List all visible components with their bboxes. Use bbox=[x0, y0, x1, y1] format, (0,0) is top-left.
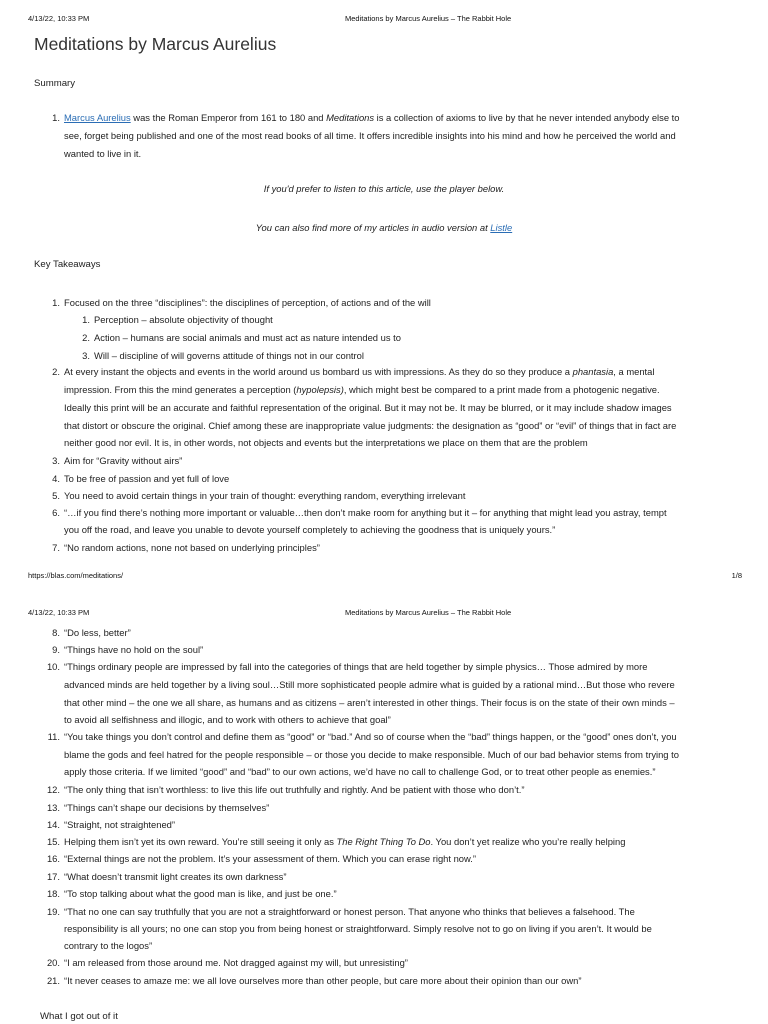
summary-item-number: 1. bbox=[52, 112, 60, 123]
list-item-number: 11. bbox=[47, 731, 60, 742]
list-item-number: 5. bbox=[52, 490, 60, 501]
item-text-italic: hypolepsis) bbox=[296, 384, 344, 395]
summary-text: was the Roman Emperor from 161 to 180 and bbox=[130, 112, 327, 123]
list-item bbox=[64, 836, 625, 847]
list-item: To be free of passion and yet full of love bbox=[64, 472, 230, 484]
list-item: “Things ordinary people are impressed by fall into the categories of things that are held together by simple physics… Those admired by more bbox=[64, 661, 648, 672]
summary-item-line bbox=[64, 112, 679, 123]
list-item: that other mind – the one we all share, as humans and as citizens – aren’t interested in other things. Their focus is on the state of their own minds – bbox=[64, 697, 675, 708]
list-item-number: 20. bbox=[46, 957, 60, 968]
list-item-number: 19. bbox=[46, 906, 60, 917]
item-text: . You don’t yet realize who you’re really helping bbox=[430, 836, 626, 847]
got-out-heading: What I got out of it bbox=[40, 1011, 118, 1022]
list-item: “Straight, not straightened” bbox=[64, 819, 175, 830]
list-item: You need to avoid certain things in your train of thought: everything random, everything irrelevant bbox=[64, 490, 466, 501]
item-text-italic: The Right Thing To Do bbox=[336, 836, 431, 847]
list-item-number: 2. bbox=[82, 332, 90, 343]
list-item: Will – discipline of will governs attitude of things not in our control bbox=[94, 350, 364, 361]
page-header-title: Meditations by Marcus Aurelius – The Rabbit Hole bbox=[345, 14, 512, 23]
list-item: Aim for “Gravity without airs” bbox=[64, 455, 183, 466]
list-item-number: 7. bbox=[52, 542, 60, 553]
list-item: “Do less, better” bbox=[64, 627, 131, 638]
audio-note bbox=[0, 222, 768, 233]
page-header-date: 4/13/22, 10:33 PM bbox=[28, 14, 90, 23]
item-text: impression. From this the mind generates a perception ( bbox=[64, 384, 297, 395]
page-footer-number: 1/8 bbox=[731, 571, 742, 580]
list-item-number: 3. bbox=[82, 350, 90, 361]
list-item: responsibility is all yours; no one can stop you from being honest or straightforward. Simply resolve not to go on living if you aren’t. It would be bbox=[64, 923, 652, 934]
list-item: to avoid all selfishness and illogic, and to work with others to achieve that goal” bbox=[64, 714, 391, 725]
list-item-number: 3. bbox=[52, 455, 60, 466]
list-item: Ideally this print will be an accurate and faithful representation of the original. But it may not be. It may be blurred, or it may include shadow images bbox=[64, 402, 672, 413]
list-item-number: 6. bbox=[52, 507, 60, 518]
list-item: “I am released from those around me. Not dragged against my will, but unresisting” bbox=[64, 957, 408, 968]
item-text: At every instant the objects and events in the world around us bombard us with impressions. As they do so they produce a bbox=[64, 366, 573, 377]
item-text-italic: phantasia bbox=[572, 366, 614, 377]
list-item: “External things are not the problem. It’s your assessment of them. Which you can erase right now.” bbox=[64, 853, 476, 864]
list-item bbox=[64, 366, 654, 377]
list-item-number: 13. bbox=[46, 801, 60, 813]
item-text: , a mental bbox=[613, 366, 655, 377]
list-item: Perception – absolute objectivity of thought bbox=[94, 314, 273, 325]
list-item: “Things can’t shape our decisions by themselves” bbox=[64, 801, 270, 813]
list-item: “You take things you don’t control and define them as “good” or “bad.” And so of course when the “bad” things happen, or the “good” ones don’t, you bbox=[64, 731, 677, 742]
list-item-number: 18. bbox=[46, 888, 60, 899]
list-item: “It never ceases to amaze me: we all love ourselves more than other people, but care more about their opinion than our own” bbox=[64, 975, 582, 986]
list-item bbox=[64, 384, 660, 395]
list-item: neither good nor evil. It is, in other words, not objects and events but the interpretations we place on them that are the problem bbox=[64, 437, 588, 448]
listle-link[interactable]: Listle bbox=[490, 222, 513, 233]
takeaways-heading: Key Takeaways bbox=[34, 259, 101, 270]
page-title: Meditations by Marcus Aurelius bbox=[34, 34, 277, 54]
list-item-number: 9. bbox=[52, 644, 60, 655]
list-item: “To stop talking about what the good man is like, and just be one.” bbox=[64, 888, 337, 899]
item-text: , which might best be compared to a print made from a photogenic negative. bbox=[343, 384, 660, 395]
list-item-number: 14. bbox=[46, 819, 60, 830]
list-item-number: 8. bbox=[52, 627, 60, 638]
list-item-number: 1. bbox=[52, 297, 60, 308]
summary-heading: Summary bbox=[34, 78, 76, 89]
audio-note-text: You can also find more of my articles in audio version at bbox=[255, 222, 491, 233]
list-item: “The only thing that isn’t worthless: to live this life out truthfully and rightly. And be patient with those who don’t.” bbox=[64, 784, 525, 795]
list-item: “No random actions, none not based on underlying principles” bbox=[64, 542, 320, 553]
list-item-number: 10. bbox=[46, 661, 60, 672]
list-item: apply those criteria. If we limited “good” and “bad” to our own actions, we’d have no call to challenge God, or to treat other people as enemies.” bbox=[64, 766, 656, 777]
list-item: advanced minds are held together by a living soul…Still more sophisticated people admire what is guided by a rational mind…But those who revere bbox=[64, 679, 675, 690]
list-item-number: 21. bbox=[46, 975, 60, 986]
list-item: contrary to the logos” bbox=[64, 940, 153, 951]
list-item-number: 2. bbox=[52, 366, 60, 377]
item-text: Helping them isn’t yet its own reward. You’re still seeing it only as bbox=[64, 836, 337, 847]
list-item: you off the road, and leave you unable to devote yourself completely to achieving the goodness that is uniquely yours.” bbox=[64, 524, 556, 535]
list-item-number: 12. bbox=[46, 784, 60, 795]
summary-item-line: wanted to live in it. bbox=[64, 148, 142, 159]
summary-text: is a collection of axioms to live by that he never intended anybody else to bbox=[374, 112, 680, 123]
marcus-aurelius-link[interactable]: Marcus Aurelius bbox=[64, 112, 131, 123]
list-item: Focused on the three “disciplines”: the disciplines of perception, of actions and of the will bbox=[64, 297, 431, 308]
list-item-number: 16. bbox=[46, 853, 60, 864]
list-item-number: 17. bbox=[46, 870, 60, 882]
page-header-date: 4/13/22, 10:33 PM bbox=[28, 608, 90, 617]
list-item: that distort or obscure the original. Chief among these are inappropriate value judgments: the designation as “good” or “evil” of things that in fact are bbox=[64, 420, 677, 431]
list-item-number: 15. bbox=[46, 836, 60, 847]
list-item-number: 1. bbox=[82, 314, 90, 325]
list-item: “Things have no hold on the soul” bbox=[64, 644, 204, 655]
list-item: “…if you find there’s nothing more important or valuable…then don’t make room for anything but it – for anything that might lead you astray, tempt bbox=[64, 507, 667, 518]
list-item: blame the gods and feel hatred for the people responsible – or those you decide to make responsible. Much of our bad behavior stems from trying to bbox=[64, 749, 679, 760]
page-footer-url: https://blas.com/meditations/ bbox=[28, 571, 124, 580]
list-item: Action – humans are social animals and must act as nature intended us to bbox=[94, 332, 401, 343]
page-header-title: Meditations by Marcus Aurelius – The Rabbit Hole bbox=[345, 608, 512, 617]
summary-text-italic: Meditations bbox=[326, 112, 375, 123]
list-item-number: 4. bbox=[52, 472, 60, 484]
summary-item-line: see, forget being published and one of the most read books of all time. It offers incredible insights into his mind and how he perceived the world and bbox=[64, 130, 676, 141]
list-item: “What doesn’t transmit light creates its own darkness” bbox=[64, 870, 287, 882]
list-item: “That no one can say truthfully that you are not a straightforward or honest person. That anyone who thinks that believes a falsehood. The bbox=[64, 906, 635, 917]
listen-note: If you'd prefer to listen to this article, use the player below. bbox=[263, 183, 505, 194]
